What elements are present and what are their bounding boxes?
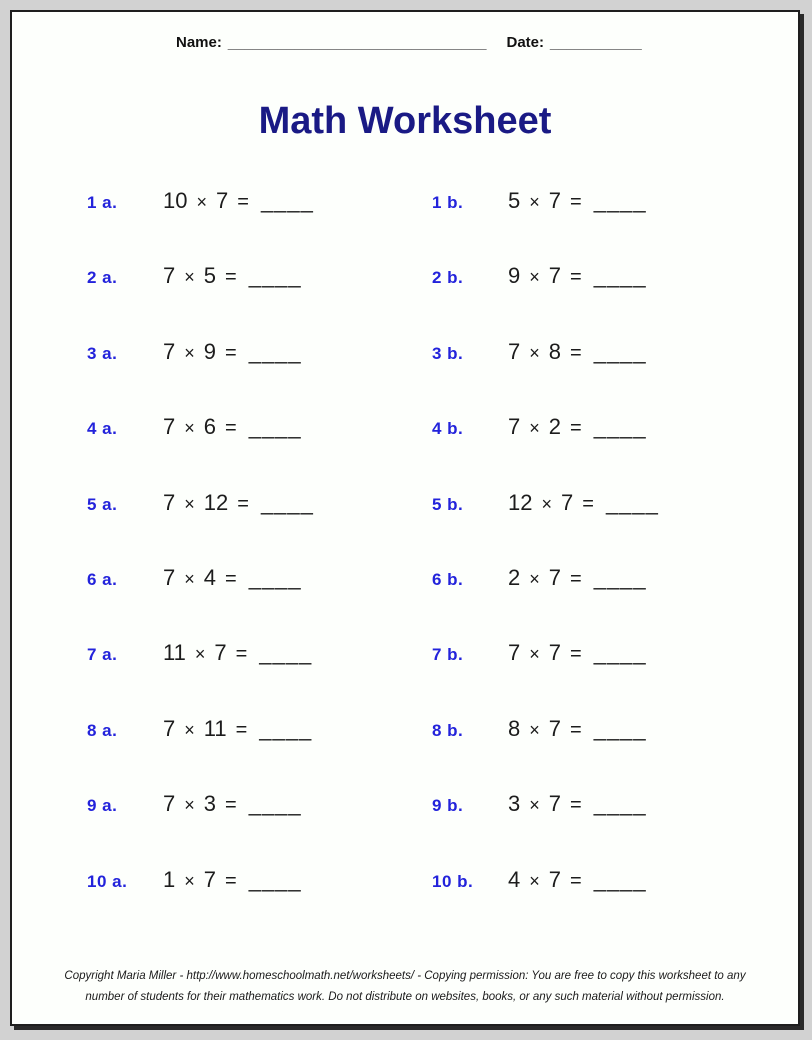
- multiply-sign: ×: [529, 719, 540, 740]
- equation: [163, 867, 302, 893]
- problem-number: 9 b.: [432, 796, 464, 816]
- equation: [508, 716, 647, 742]
- multiplier: 12: [203, 489, 229, 515]
- answer-blank[interactable]: ____: [593, 414, 647, 440]
- answer-blank[interactable]: ____: [248, 791, 302, 817]
- multiplier: 7: [548, 263, 562, 289]
- equation: [163, 716, 312, 742]
- multiplicand: 8: [508, 715, 521, 741]
- multiplicand: 7: [163, 564, 176, 590]
- equation: [163, 791, 302, 817]
- multiply-sign: ×: [529, 342, 540, 363]
- multiply-sign: ×: [184, 568, 195, 589]
- equation: [163, 188, 314, 214]
- problem-number: 5 a.: [87, 494, 118, 514]
- multiplier: 7: [214, 640, 227, 666]
- copyright-line-1: Copyright Maria Miller - http://www.homeschoolmath.net/worksheets/ - Copying permission: You are free to copy this worksheet to any: [64, 970, 746, 982]
- answer-blank[interactable]: ____: [593, 640, 647, 666]
- equals-sign: =: [570, 718, 582, 741]
- problem-number: 8 b.: [432, 720, 464, 740]
- equation: [163, 339, 302, 365]
- name-label: Name:: [176, 34, 222, 51]
- multiplier: 11: [203, 715, 227, 741]
- multiplicand: 7: [163, 338, 176, 364]
- multiplier: 7: [548, 791, 562, 817]
- multiply-sign: ×: [541, 493, 552, 514]
- problem-number: 9 a.: [87, 796, 118, 816]
- multiplicand: 7: [163, 414, 176, 440]
- multiplier: 8: [548, 338, 562, 364]
- problem-number: 6 a.: [87, 569, 118, 589]
- multiply-sign: ×: [529, 795, 540, 816]
- problem-number: 5 b.: [432, 494, 464, 514]
- multiplicand: 9: [508, 263, 521, 289]
- multiply-sign: ×: [184, 267, 195, 288]
- equation: [508, 188, 647, 214]
- problem-item: [87, 263, 432, 338]
- multiplier: 3: [203, 791, 217, 817]
- problem-item: [432, 565, 777, 640]
- equals-sign: =: [570, 869, 582, 892]
- equation: [163, 414, 302, 440]
- equation: [508, 414, 647, 440]
- problem-item: [432, 791, 777, 866]
- equals-sign: =: [570, 191, 582, 213]
- answer-blank[interactable]: ____: [248, 866, 302, 892]
- equals-sign: =: [570, 266, 582, 289]
- multiply-sign: ×: [194, 644, 206, 665]
- multiply-sign: ×: [529, 870, 540, 891]
- multiply-sign: ×: [184, 342, 195, 363]
- multiplier: 7: [548, 188, 562, 213]
- multiply-sign: ×: [529, 267, 540, 288]
- multiply-sign: ×: [184, 795, 195, 816]
- date-fill-line[interactable]: ___________: [550, 34, 642, 51]
- multiplicand: 7: [508, 338, 521, 364]
- multiplier: 7: [216, 188, 229, 213]
- equation: [508, 263, 647, 289]
- problem-number: 10 a.: [87, 871, 128, 891]
- problem-number: 7 a.: [87, 645, 118, 665]
- multiplicand: 7: [163, 263, 176, 289]
- equals-sign: =: [570, 643, 582, 666]
- equation: [508, 490, 659, 516]
- answer-blank[interactable]: ____: [593, 564, 647, 590]
- equals-sign: =: [225, 417, 237, 440]
- equation: [163, 490, 314, 516]
- answer-blank[interactable]: ____: [248, 263, 302, 289]
- multiplicand: 7: [163, 489, 176, 515]
- multiplier: 7: [548, 866, 562, 892]
- answer-blank[interactable]: ____: [593, 715, 647, 741]
- date-label: Date:: [506, 34, 544, 51]
- equation: [163, 565, 302, 591]
- equals-sign: =: [237, 492, 249, 515]
- multiplier: 7: [548, 564, 562, 590]
- equals-sign: =: [235, 718, 248, 741]
- answer-blank[interactable]: ____: [593, 791, 647, 817]
- problem-number: 1 b.: [432, 193, 464, 212]
- equals-sign: =: [582, 492, 594, 515]
- problem-item: [432, 716, 777, 791]
- multiply-sign: ×: [184, 870, 195, 891]
- multiplier: 9: [203, 338, 217, 364]
- problem-item: [87, 640, 432, 715]
- multiplicand: 3: [508, 791, 521, 817]
- problems-grid: [87, 188, 777, 942]
- problem-item: [432, 640, 777, 715]
- answer-blank[interactable]: ____: [593, 263, 647, 289]
- multiplier: 7: [561, 489, 574, 515]
- problem-number: 3 b.: [432, 343, 464, 363]
- answer-blank[interactable]: ____: [260, 489, 314, 515]
- problem-item: [432, 188, 777, 263]
- multiply-sign: ×: [184, 418, 195, 439]
- equals-sign: =: [237, 191, 249, 213]
- problem-item: [87, 339, 432, 414]
- equation: [508, 339, 647, 365]
- page-title: Math Worksheet: [258, 100, 552, 142]
- multiplicand: 1: [163, 866, 176, 892]
- equals-sign: =: [570, 567, 582, 590]
- copyright-line-2: number of students for their mathematics work. Do not distribute on websites, books, or any such material without permission.: [85, 991, 725, 1003]
- multiplicand: 2: [508, 564, 521, 590]
- answer-blank[interactable]: ____: [593, 188, 647, 213]
- problem-number: 7 b.: [432, 645, 464, 665]
- answer-blank[interactable]: ____: [248, 414, 302, 440]
- multiply-sign: ×: [196, 192, 207, 212]
- multiplier: 6: [203, 414, 217, 440]
- problem-number: 4 a.: [87, 419, 118, 439]
- multiply-sign: ×: [529, 644, 540, 665]
- multiply-sign: ×: [529, 568, 540, 589]
- answer-blank[interactable]: ____: [259, 715, 313, 741]
- multiply-sign: ×: [184, 719, 195, 740]
- problem-number: 2 b.: [432, 268, 464, 288]
- multiplier: 7: [548, 715, 562, 741]
- problem-item: [432, 490, 777, 565]
- equation: [508, 565, 647, 591]
- equals-sign: =: [225, 869, 237, 892]
- equals-sign: =: [570, 417, 582, 440]
- copyright-footer: [12, 966, 798, 1008]
- problem-number: 4 b.: [432, 419, 464, 439]
- equals-sign: =: [225, 341, 237, 364]
- answer-blank[interactable]: ____: [593, 866, 647, 892]
- multiplicand: 4: [508, 866, 521, 892]
- name-fill-line[interactable]: _______________________________: [227, 34, 487, 51]
- problem-item: [432, 263, 777, 338]
- multiplicand: 12: [508, 489, 533, 515]
- problem-item: [87, 414, 432, 489]
- worksheet-page: [10, 10, 800, 1026]
- problem-item: [87, 867, 432, 942]
- equals-sign: =: [225, 567, 237, 590]
- problem-item: [87, 791, 432, 866]
- answer-blank[interactable]: ____: [248, 338, 302, 364]
- multiplicand: 7: [163, 791, 176, 817]
- equation: [508, 867, 647, 893]
- multiplier: 7: [548, 640, 562, 666]
- multiplier: 4: [203, 564, 217, 590]
- multiplicand: 7: [508, 640, 521, 666]
- multiplicand: 7: [163, 715, 176, 741]
- answer-blank[interactable]: ____: [605, 489, 659, 515]
- equation: [163, 263, 302, 289]
- problem-item: [87, 565, 432, 640]
- equals-sign: =: [570, 341, 582, 364]
- multiply-sign: ×: [529, 418, 540, 439]
- multiplicand: 5: [508, 188, 521, 213]
- answer-blank[interactable]: ____: [248, 564, 302, 590]
- problem-number: 10 b.: [432, 871, 474, 891]
- multiplier: 7: [203, 866, 217, 892]
- equals-sign: =: [570, 794, 582, 817]
- answer-blank[interactable]: ____: [260, 188, 314, 213]
- multiplier: 2: [548, 414, 562, 440]
- equals-sign: =: [225, 794, 237, 817]
- problem-number: 3 a.: [87, 343, 118, 363]
- problem-number: 6 b.: [432, 569, 464, 589]
- multiplier: 5: [203, 263, 217, 289]
- problem-number: 1 a.: [87, 193, 118, 212]
- equals-sign: =: [225, 266, 237, 289]
- problem-item: [87, 490, 432, 565]
- problem-item: [432, 867, 777, 942]
- problem-item: [87, 188, 432, 263]
- problem-number: 8 a.: [87, 720, 118, 740]
- multiplicand: 10: [163, 188, 188, 213]
- problem-item: [87, 716, 432, 791]
- equation: [508, 640, 647, 666]
- equation: [163, 640, 312, 666]
- answer-blank[interactable]: ____: [259, 640, 313, 666]
- header: [176, 34, 642, 51]
- problem-item: [432, 339, 777, 414]
- equation: [508, 791, 647, 817]
- problem-item: [432, 414, 777, 489]
- equals-sign: =: [235, 643, 248, 666]
- multiplicand: 7: [508, 414, 521, 440]
- problem-number: 2 a.: [87, 268, 118, 288]
- answer-blank[interactable]: ____: [593, 338, 647, 364]
- multiply-sign: ×: [529, 192, 540, 212]
- multiply-sign: ×: [184, 493, 195, 514]
- multiplicand: 11: [163, 640, 186, 666]
